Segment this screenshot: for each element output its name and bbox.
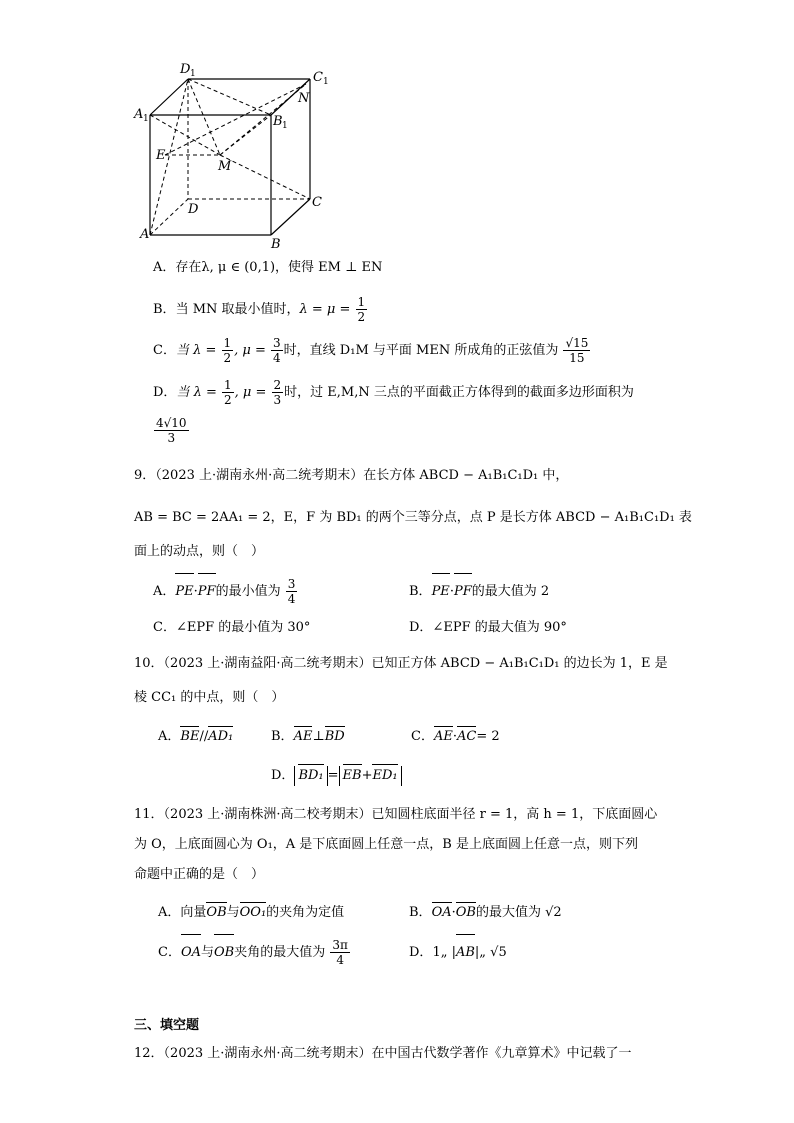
q11-option-d: D．1„ |AB|„ √5 xyxy=(409,936,507,970)
q11-stem-line1: 11．（2023 上·湖南株洲·高二校考期末）已知圆柱底面半径 r = 1，高 h = 1，下底面圆心 xyxy=(134,807,658,822)
label-b1: B xyxy=(273,114,283,129)
q10-stem-line1: 10．（2023 上·湖南益阳·高二统考期末）已知正方体 ABCD − A₁B₁C₁D₁ 的边长为 1，E 是 xyxy=(134,656,668,671)
label-c1: C xyxy=(313,70,323,85)
svg-text:1: 1 xyxy=(190,69,196,79)
q9-stem-line3: 面上的动点，则（ ） xyxy=(134,544,265,559)
q10-option-a: A．BE//AD₁ xyxy=(158,729,234,744)
label-d1: D xyxy=(180,62,191,77)
svg-text:1: 1 xyxy=(323,77,329,87)
q8-option-b: B．当 MN 取最小值时，λ = μ = $\frac{1}{2}$ xyxy=(153,295,366,324)
svg-text:1: 1 xyxy=(143,114,149,124)
q10-option-c: C．AE·AC= 2 xyxy=(411,729,500,744)
cube-figure xyxy=(130,58,340,253)
label-e: E xyxy=(156,148,166,163)
q10-option-d: D． BD₁ = EB+ED₁ xyxy=(271,764,402,788)
section-title: 三、填空题 xyxy=(134,1018,200,1033)
q11-option-b: B．OA·OB的最大值为 √2 xyxy=(409,905,562,920)
svg-text:1: 1 xyxy=(282,121,288,131)
q8-option-a: A．存在λ, μ ∈ (0,1)，使得 EM ⊥ EN xyxy=(153,260,383,275)
label-c: C xyxy=(312,195,322,210)
q10-stem-line2: 棱 CC₁ 的中点，则（ ） xyxy=(134,690,285,705)
q12-stem-line1: 12．（2023 上·湖南永州·高二统考期末）在中国古代数学著作《九章算术》中记载了一 xyxy=(134,1046,632,1061)
q11-option-c: C．OA与OB夹角的最大值为 $\frac{3\pi}{4}$ xyxy=(158,936,351,970)
q9-option-b: B．PE·PF的最大值为 2 xyxy=(409,575,549,609)
q9-option-a: A．PE·PF的最小值为 $\frac{3}{4}$ xyxy=(153,575,298,609)
label-a: A xyxy=(140,227,150,242)
label-m: M xyxy=(218,159,232,174)
label-b: B xyxy=(271,237,281,252)
q10-option-b: B．AE⊥BD xyxy=(271,729,345,744)
q9-stem-line1: 9．（2023 上·湖南永州·高二统考期末）在长方体 ABCD − A₁B₁C₁D₁ 中， xyxy=(134,468,569,483)
label-n: N xyxy=(298,91,310,106)
q11-stem-line2: 为 O，上底面圆心为 O₁，A 是下底面圆上任意一点，B 是上底面圆上任意一点，则下列 xyxy=(134,837,638,852)
q11-option-a: A．向量OB与OO₁的夹角为定值 xyxy=(158,905,345,920)
q9-option-c: C．∠EPF 的最小值为 30° xyxy=(153,620,311,635)
q11-stem-line3: 命题中正确的是（ ） xyxy=(134,867,265,882)
q8-option-d-answer: $\frac{4√10}{3}$ xyxy=(156,416,187,445)
label-d: D xyxy=(188,202,199,217)
q8-option-c: C．当 λ = $\frac{1}{2}$ , μ = $\frac{3}{4}$ 时，直线 D₁M 与平面 MEN 所成角的正弦值为 $\frac{√15}{15}$ xyxy=(153,336,589,365)
q9-option-d: D．∠EPF 的最大值为 90° xyxy=(409,620,567,635)
q8-option-d: D．当 λ = $\frac{1}{2}$ , μ = $\frac{2}{3}$ 时，过 E,M,N 三点的平面截正方体得到的截面多边形面积为 xyxy=(153,378,634,407)
label-a1: A xyxy=(134,107,144,122)
q9-stem-line2: AB = BC = 2AA₁ = 2，E，F 为 BD₁ 的两个三等分点，点 P 是长方体 ABCD − A₁B₁C₁D₁ 表 xyxy=(134,510,692,525)
